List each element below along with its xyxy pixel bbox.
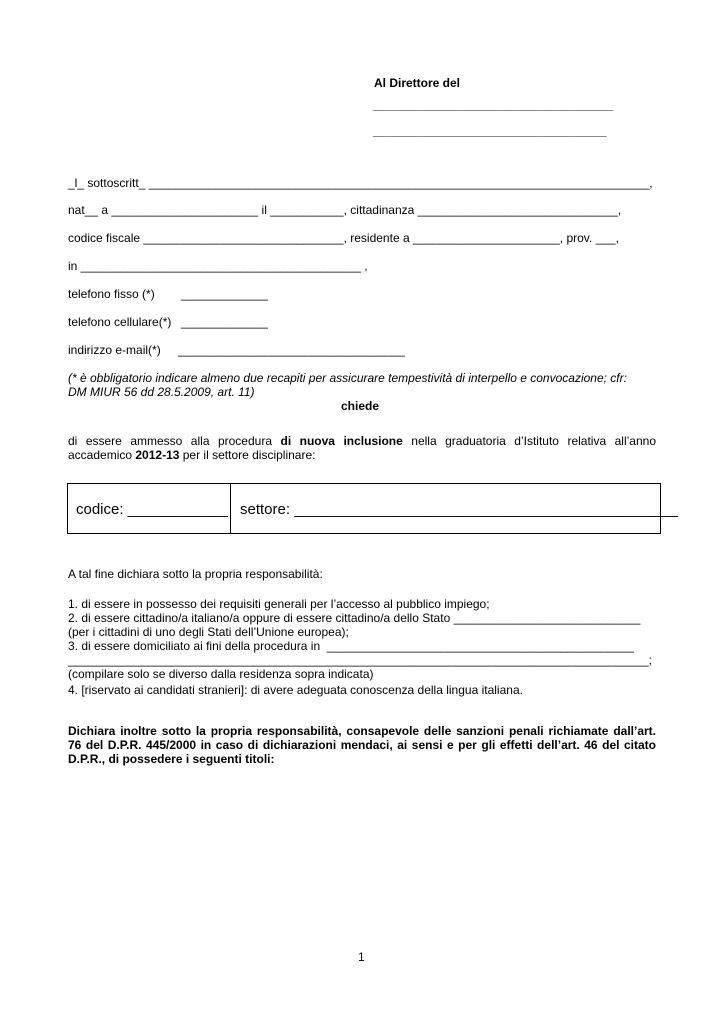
- address-field[interactable]: in __________________________________________ ,: [68, 259, 368, 273]
- declaration-item-2-note: (per i cittadini di uno degli Stati dell’Unione europea);: [68, 625, 349, 639]
- request-line-2: accademico 2012-13 per il settore disciplinare:: [68, 448, 316, 462]
- declaration-item-1: 1. di essere in possesso dei requisiti generali per l’accesso al pubblico impiego;: [68, 597, 490, 611]
- contact-note-line-1: (* è obbligatorio indicare almeno due recapiti per assicurare tempestività di interpello e convocazione; cfr:: [68, 371, 627, 385]
- landline-label: telefono fisso (*): [68, 287, 155, 301]
- addressee-line-2[interactable]: ___________________________________: [373, 124, 607, 138]
- landline-field[interactable]: _____________: [181, 287, 268, 301]
- chiede-heading: chiede: [341, 399, 380, 413]
- declaration-item-4: 4. [riservato ai candidati stranieri]: di avere adeguata conoscenza della lingua italiana.: [68, 683, 523, 697]
- codice-field[interactable]: codice: ____________: [76, 501, 228, 518]
- addressee-title: Al Direttore del: [374, 76, 461, 90]
- code-sector-box: [67, 483, 678, 534]
- addressee-line-1[interactable]: ____________________________________: [373, 98, 614, 112]
- contact-note-line-2: DM MIUR 56 dd 28.5.2009, art. 11): [68, 385, 255, 399]
- settore-field[interactable]: settore: ______________________________________________: [240, 501, 678, 518]
- page-number: 1: [358, 950, 365, 964]
- declaration-intro: A tal fine dichiara sotto la propria responsabilità:: [68, 567, 323, 581]
- final-declaration-line-2: 76 del D.P.R. 445/2000 in caso di dichiarazioni mendaci, ai sensi e per gli effetti dell’art. 46 del citato: [68, 738, 656, 752]
- fiscal-code-residence-field[interactable]: codice fiscale ______________________________, residente a ______________________, prov. ___,: [68, 231, 619, 245]
- final-declaration-line-1: Dichiara inoltre sotto la propria responsabilità, consapevole delle sanzioni penali richiamate dall’art.: [68, 724, 656, 738]
- request-line-1: di essere ammesso alla procedura di nuova inclusione nella graduatoria d’Istituto relativa all’anno: [68, 434, 656, 448]
- sottoscritto-field[interactable]: _l_ sottoscritt_ ___________________________________________________________________________,: [68, 176, 653, 190]
- email-label: indirizzo e-mail(*): [68, 343, 161, 357]
- declaration-item-3-line[interactable]: _______________________________________________________________________________________;: [68, 653, 652, 667]
- birth-citizenship-field[interactable]: nat__ a ______________________ il ___________, cittadinanza ______________________________,: [68, 203, 622, 217]
- declaration-item-3-note: (compilare solo se diverso dalla residenza sopra indicata): [68, 667, 374, 681]
- mobile-field[interactable]: _____________: [181, 315, 268, 329]
- declaration-item-3[interactable]: 3. di essere domiciliato ai fini della procedura in ______________________________________________: [68, 639, 634, 653]
- final-declaration-line-3: D.P.R., di possedere i seguenti titoli:: [68, 752, 275, 766]
- email-field[interactable]: __________________________________: [178, 343, 405, 357]
- declaration-item-2[interactable]: 2. di essere cittadino/a italiano/a oppure di essere cittadino/a dello Stato ____________________________: [68, 611, 641, 625]
- box-divider: [230, 484, 231, 533]
- mobile-label: telefono cellulare(*): [68, 315, 172, 329]
